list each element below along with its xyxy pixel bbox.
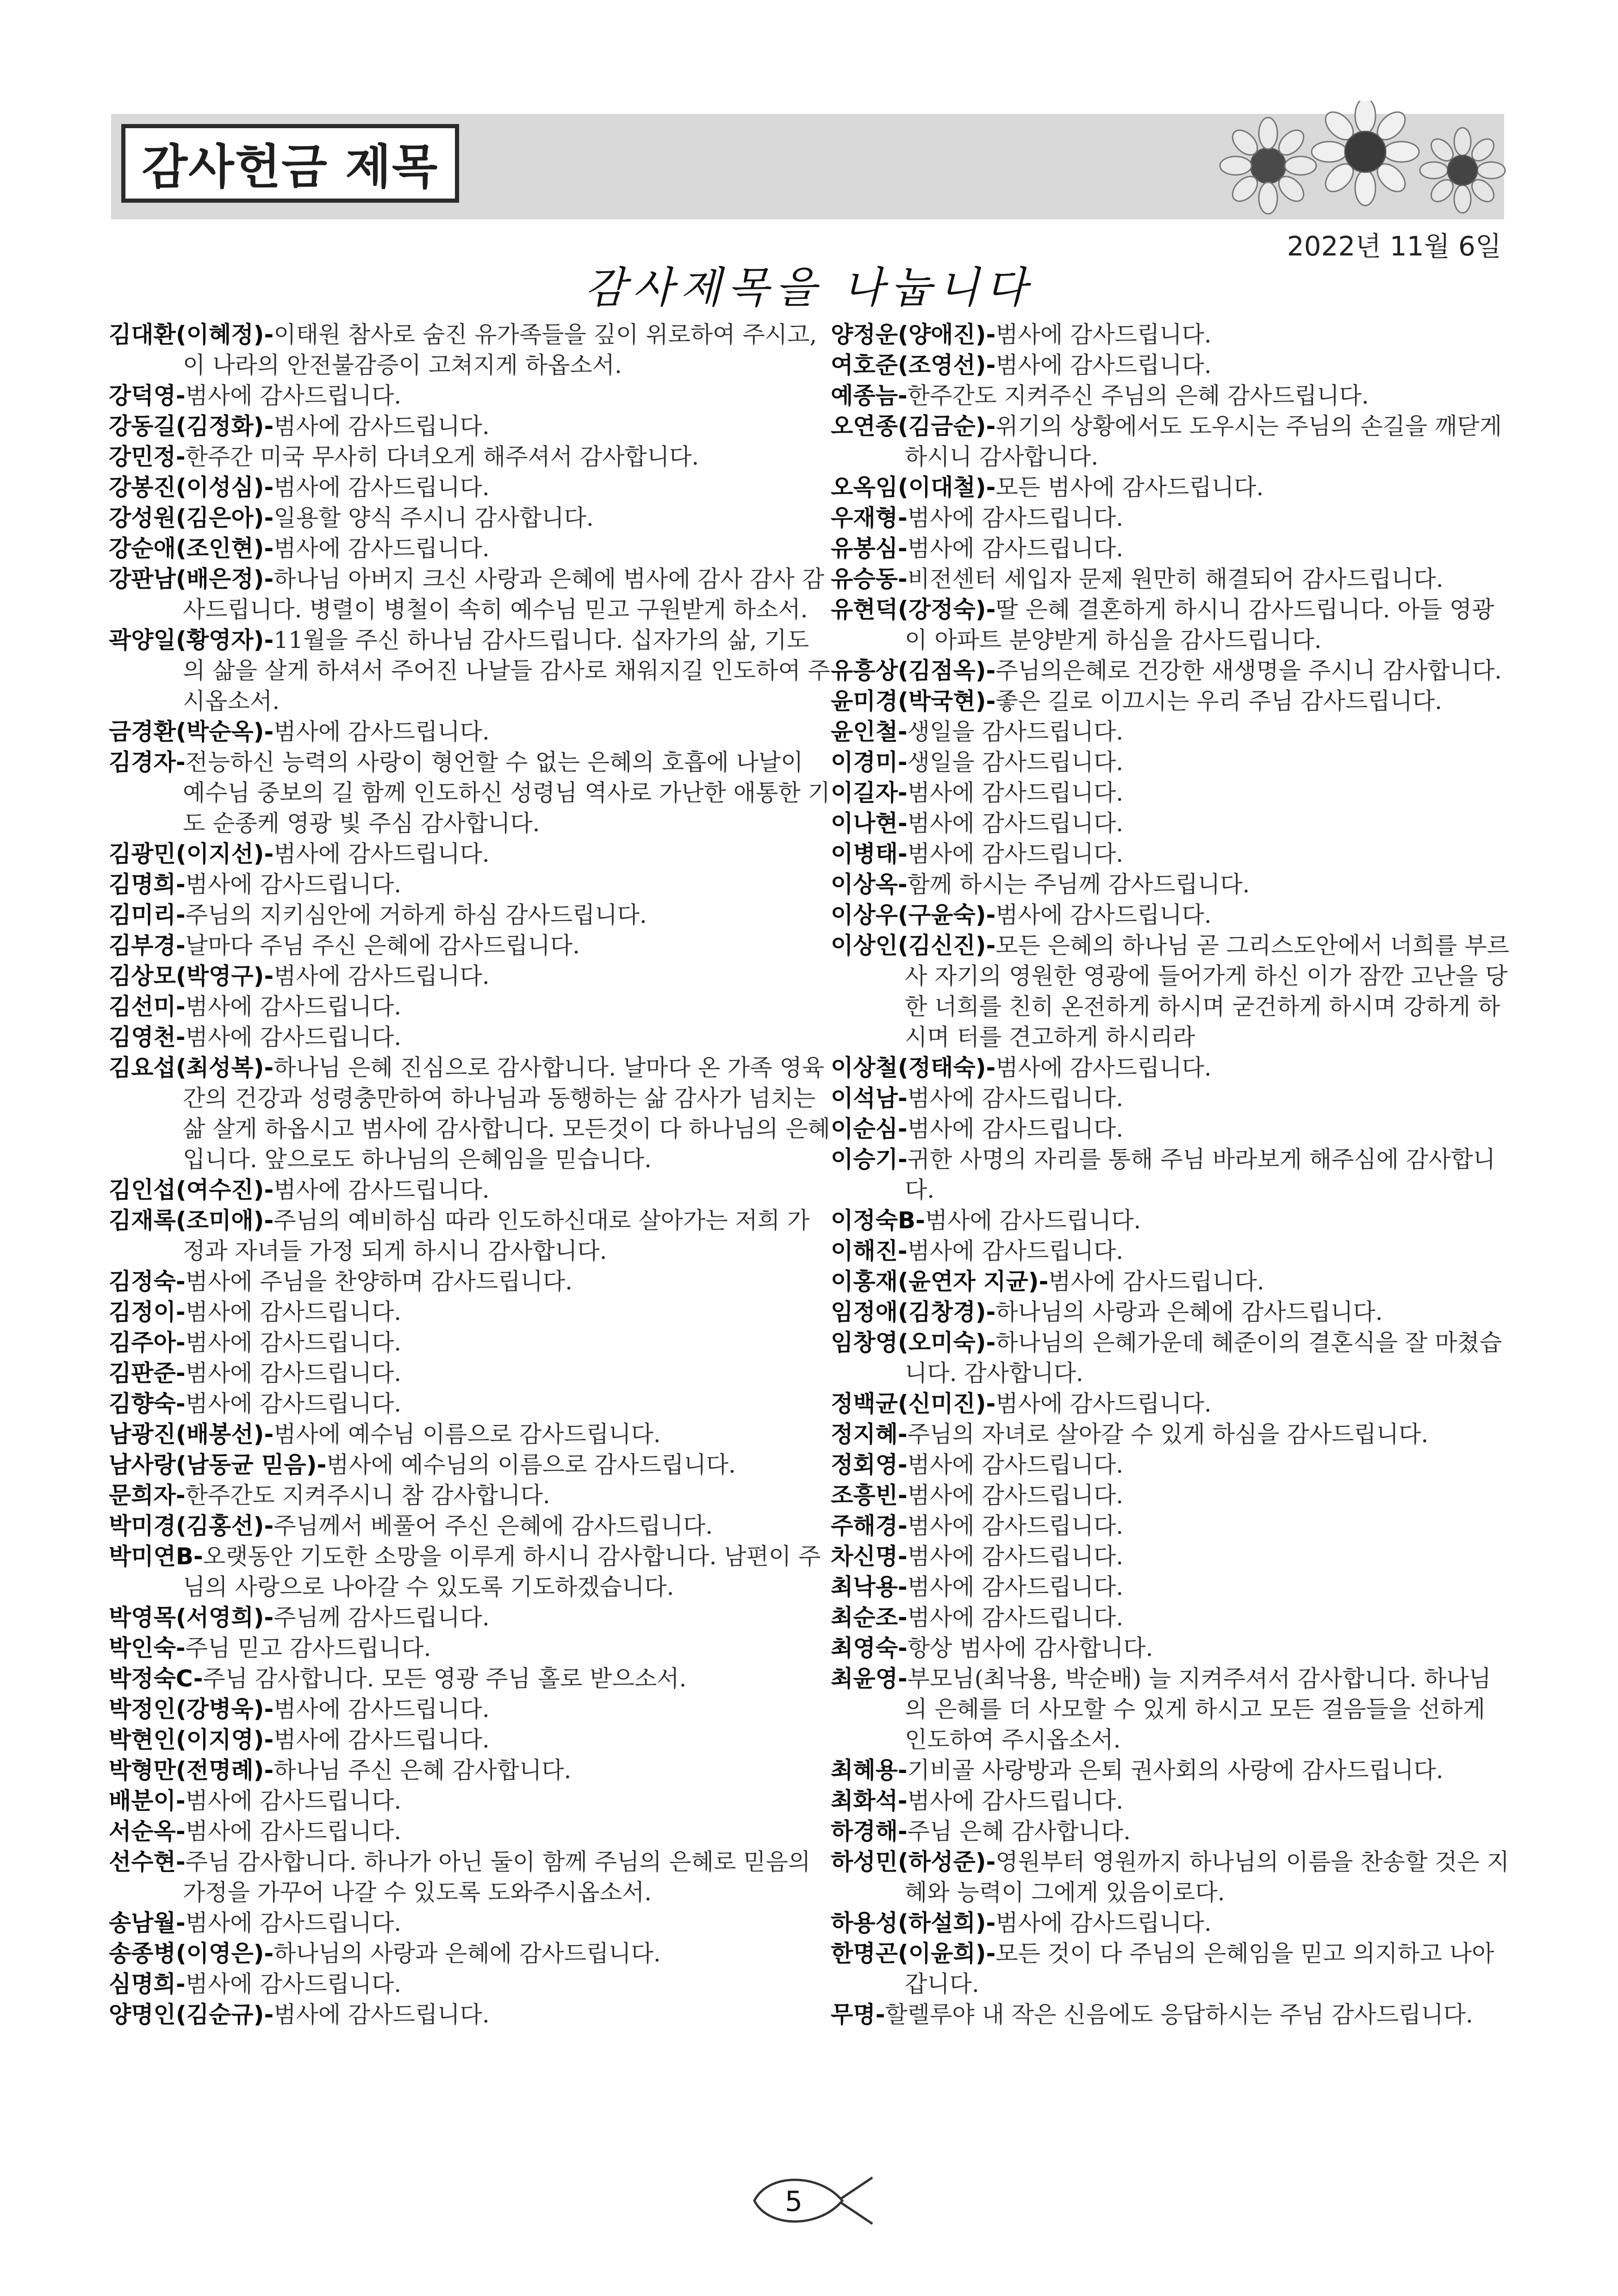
thanksgiving-text: 범사에 감사드립니다. <box>996 1054 1212 1081</box>
donor-name: 김판준- <box>109 1360 186 1387</box>
page-number: 5 <box>784 2185 803 2218</box>
donor-name: 차신명- <box>831 1543 908 1570</box>
sunflower-decoration <box>1213 101 1513 221</box>
list-item <box>109 1175 831 1205</box>
list-item <box>109 503 831 533</box>
donor-name: 이상옥- <box>831 871 908 898</box>
thanksgiving-text: 영원부터 영원까지 하나님의 이름을 찬송할 것은 지혜와 능력이 그에게 있음이로다. <box>905 1848 1509 1906</box>
donor-name: 이병태- <box>831 840 908 867</box>
donor-name: 임창영(오미숙)- <box>831 1329 996 1356</box>
list-item <box>831 503 1511 533</box>
list-item <box>109 1602 831 1633</box>
list-item <box>831 930 1511 1052</box>
thanksgiving-text: 주님 감사합니다. 하나가 아닌 둘이 함께 주님의 은혜로 믿음의 가정을 가꾸어 나갈 수 있도록 도와주시옵소서. <box>183 1848 811 1906</box>
donor-name: 최낙용- <box>831 1574 908 1600</box>
thanksgiving-text: 범사에 감사드립니다. <box>907 1085 1124 1112</box>
thanksgiving-text: 생일을 감사드립니다. <box>907 718 1124 745</box>
donor-name: 김광민(이지선)- <box>109 840 274 867</box>
list-item <box>831 1114 1511 1144</box>
thanksgiving-text: 생일을 감사드립니다. <box>907 749 1124 776</box>
list-item <box>109 472 831 503</box>
list-item <box>831 1755 1511 1786</box>
donor-name: 김정이- <box>109 1299 186 1325</box>
list-item <box>109 1969 831 1999</box>
donor-name: 이길자- <box>831 779 908 806</box>
donor-name: 박인숙- <box>109 1635 186 1661</box>
list-item <box>831 1663 1511 1755</box>
list-item <box>109 1266 831 1297</box>
list-item <box>109 1388 831 1419</box>
thanksgiving-text: 범사에 감사드립니다. <box>996 1390 1212 1417</box>
list-item <box>831 655 1511 686</box>
thanksgiving-text: 날마다 주님 주신 은혜에 감사드립니다. <box>185 932 580 959</box>
donor-name: 하경해- <box>831 1818 908 1845</box>
donor-name: 우재형- <box>831 504 908 531</box>
thanksgiving-text: 주님께서 베풀어 주신 은혜에 감사드립니다. <box>274 1512 713 1539</box>
donor-name: 예종늠- <box>831 382 908 409</box>
donor-name: 이해진- <box>831 1238 908 1264</box>
thanksgiving-text: 좋은 길로 이끄시는 우리 주님 감사드립니다. <box>996 688 1443 715</box>
list-item <box>831 533 1511 564</box>
list-item <box>831 1144 1511 1205</box>
list-item <box>109 1327 831 1358</box>
donor-name: 강동길(김정화)- <box>109 413 274 440</box>
thanksgiving-text: 주님의 지키심안에 거하게 하심 감사드립니다. <box>185 902 647 928</box>
thanksgiving-text: 범사에 감사드립니다. <box>907 810 1124 837</box>
list-item <box>109 900 831 930</box>
list-item <box>831 1480 1511 1511</box>
donor-name: 이홍재(윤연자 지균)- <box>831 1268 1049 1295</box>
donor-name: 김대환(이혜정)- <box>109 321 274 348</box>
list-item <box>109 1816 831 1847</box>
list-item <box>109 991 831 1022</box>
thanksgiving-text: 범사에 감사드립니다. <box>185 1329 402 1356</box>
list-item <box>109 1419 831 1450</box>
donor-name: 이상우(구윤숙)- <box>831 902 996 928</box>
donor-name: 강순애(조인현)- <box>109 535 274 562</box>
list-item <box>109 380 831 411</box>
donor-name: 박미연B- <box>109 1543 203 1570</box>
donor-name: 김향숙- <box>109 1390 186 1417</box>
donor-name: 이경미- <box>831 749 908 776</box>
list-item <box>109 1694 831 1724</box>
thanksgiving-text: 주님 감사합니다. 모든 영광 주님 홀로 받으소서. <box>203 1665 687 1692</box>
list-item <box>109 1663 831 1694</box>
list-item <box>831 1908 1511 1938</box>
thanksgiving-text: 범사에 감사드립니다. <box>185 1910 402 1936</box>
thanksgiving-text: 할렐루야 내 작은 신음에도 응답하시는 주님 감사드립니다. <box>885 2001 1473 2028</box>
thanksgiving-text: 일용할 양식 주시니 감사합니다. <box>274 504 594 531</box>
list-item <box>831 411 1511 472</box>
thanksgiving-text: 이태원 참사로 숨진 유가족들을 깊이 위로하여 주시고, 이 나라의 안전불감증이 고쳐지게 하옵소서. <box>183 321 817 379</box>
list-item <box>831 1266 1511 1297</box>
thanksgiving-text: 함께 하시는 주님께 감사드립니다. <box>907 871 1250 898</box>
thanksgiving-text: 범사에 감사드립니다. <box>185 1360 402 1387</box>
donor-name: 곽양일(황영자)- <box>109 627 274 653</box>
donor-name: 유현덕(강정숙)- <box>831 596 996 623</box>
donor-name: 정백균(신미진)- <box>831 1390 996 1417</box>
right-column <box>831 319 1511 2030</box>
list-item <box>109 1847 831 1908</box>
list-item <box>831 900 1511 930</box>
donor-name: 김미리- <box>109 902 186 928</box>
donor-name: 강성원(김은아)- <box>109 504 274 531</box>
list-item <box>109 411 831 442</box>
thanksgiving-text: 범사에 감사드립니다. <box>274 535 490 562</box>
list-item <box>831 1052 1511 1083</box>
thanksgiving-text: 범사에 감사드립니다. <box>274 474 490 501</box>
list-item <box>831 1602 1511 1633</box>
list-item <box>109 839 831 869</box>
page-title: 감사헌금 제목 <box>121 124 459 203</box>
thanksgiving-text: 범사에 감사드립니다. <box>907 1512 1124 1539</box>
donor-name: 오연종(김금순)- <box>831 413 996 440</box>
thanksgiving-text: 범사에 감사드립니다. <box>907 1787 1124 1814</box>
thanksgiving-text: 하나님의 사랑과 은혜에 감사드립니다. <box>996 1299 1383 1325</box>
donor-name: 서순옥- <box>109 1818 186 1845</box>
thanksgiving-text: 모든 것이 다 주님의 은혜임을 믿고 의지하고 나아갑니다. <box>905 1940 1494 1997</box>
donor-name: 김정숙- <box>109 1268 186 1295</box>
donor-name: 정지혜- <box>831 1421 908 1448</box>
list-item <box>831 1511 1511 1541</box>
list-item <box>831 808 1511 839</box>
thanksgiving-text: 한주간 미국 무사히 다녀오게 해주셔서 감사합니다. <box>185 443 699 470</box>
list-item <box>831 1205 1511 1236</box>
list-item <box>831 1786 1511 1816</box>
thanksgiving-text: 범사에 감사드립니다. <box>907 1482 1124 1509</box>
donor-name: 박현인(이지영)- <box>109 1726 274 1753</box>
donor-name: 유봉심- <box>831 535 908 562</box>
thanksgiving-text: 위기의 상황에서도 도우시는 주님의 손길을 깨닫게 하시니 감사합니다. <box>905 413 1502 470</box>
thanksgiving-text: 전능하신 능력의 사랑이 형언할 수 없는 은혜의 호흡에 나날이 예수님 중보의 길 함께 인도하신 성령님 역사로 가난한 애통한 기도 순종케 영광 빛 주심 감사합니다. <box>183 749 830 837</box>
thanksgiving-text: 범사에 감사드립니다. <box>185 993 402 1020</box>
list-item <box>109 1755 831 1786</box>
donor-name: 송종병(이영은)- <box>109 1940 274 1967</box>
donor-name: 양정운(양애진)- <box>831 321 996 348</box>
donor-name: 박정숙C- <box>109 1665 203 1692</box>
list-item <box>831 747 1511 778</box>
list-item <box>109 1908 831 1938</box>
donor-name: 김선미- <box>109 993 186 1020</box>
list-item <box>831 1236 1511 1266</box>
donor-name: 이석남- <box>831 1085 908 1112</box>
thanksgiving-text: 범사에 감사드립니다. <box>907 779 1124 806</box>
list-item <box>831 319 1511 350</box>
donor-name: 김명희- <box>109 871 186 898</box>
list-item <box>831 869 1511 900</box>
donor-name: 박미경(김홍선)- <box>109 1512 274 1539</box>
list-item <box>109 1938 831 1969</box>
list-item <box>109 1511 831 1541</box>
donor-name: 남광진(배봉선)- <box>109 1421 274 1448</box>
thanksgiving-text: 범사에 감사드립니다. <box>185 1787 402 1814</box>
donor-name: 하용성(하설희)- <box>831 1910 996 1936</box>
thanksgiving-text: 11월을 주신 하나님 감사드립니다. 십자가의 삶, 기도의 삶을 살게 하셔서 주어진 나날들 감사로 채워지길 인도하여 주시옵소서. <box>183 627 830 715</box>
donor-name: 하성민(하성준)- <box>831 1848 996 1875</box>
thanksgiving-text: 하나님의 은혜가운데 혜준이의 결혼식을 잘 마쳤습니다. 감사합니다. <box>905 1329 1502 1387</box>
list-item <box>831 1633 1511 1663</box>
list-item <box>831 686 1511 716</box>
donor-name: 윤인철- <box>831 718 908 745</box>
thanksgiving-text: 범사에 감사드립니다. <box>996 1910 1212 1936</box>
thanksgiving-text: 범사에 주님을 찬양하며 감사드립니다. <box>185 1268 573 1295</box>
list-item <box>831 716 1511 747</box>
list-item <box>831 839 1511 869</box>
list-item <box>109 930 831 961</box>
list-item <box>109 1297 831 1327</box>
list-item <box>831 778 1511 808</box>
list-item <box>109 869 831 900</box>
list-item <box>831 1083 1511 1114</box>
thanksgiving-text: 범사에 감사드립니다. <box>274 718 490 745</box>
donor-name: 이상인(김신진)- <box>831 932 996 959</box>
thanksgiving-text: 범사에 감사드립니다. <box>274 963 490 989</box>
thanksgiving-text: 오랫동안 기도한 소망을 이루게 하시니 감사합니다. 남편이 주님의 사랑으로 나아갈 수 있도록 기도하겠습니다. <box>183 1543 821 1600</box>
list-item <box>109 1480 831 1511</box>
donor-name: 선수현- <box>109 1848 186 1875</box>
list-item <box>109 1358 831 1388</box>
thanksgiving-text: 비전센터 세입자 문제 원만히 해결되어 감사드립니다. <box>907 566 1444 592</box>
thanksgiving-text: 항상 범사에 감사합니다. <box>907 1635 1153 1661</box>
thanksgiving-text: 부모님(최낙용, 박순배) 늘 지켜주셔서 감사합니다. 하나님의 은혜를 더 사모할 수 있게 하시고 모든 걸음들을 선하게 인도하여 주시옵소서. <box>905 1665 1491 1753</box>
thanksgiving-text: 범사에 감사드립니다. <box>274 1726 490 1753</box>
donor-name: 오옥임(이대철)- <box>831 474 996 501</box>
donor-name: 문희자- <box>109 1482 186 1509</box>
thanksgiving-text: 귀한 사명의 자리를 통해 주님 바라보게 해주심에 감사합니다. <box>905 1146 1496 1203</box>
list-item <box>109 747 831 839</box>
list-item <box>109 1999 831 2030</box>
list-item <box>831 350 1511 380</box>
donor-name: 이순심- <box>831 1115 908 1142</box>
donor-name: 한명곤(이윤희)- <box>831 1940 996 1967</box>
donor-name: 김경자- <box>109 749 186 776</box>
list-item <box>831 1572 1511 1602</box>
donor-name: 이나현- <box>831 810 908 837</box>
donor-name: 박정인(강병욱)- <box>109 1696 274 1723</box>
thanksgiving-text: 범사에 감사드립니다. <box>996 352 1212 379</box>
thanksgiving-text: 범사에 감사드립니다. <box>185 1390 402 1417</box>
donor-name: 최윤영- <box>831 1665 908 1692</box>
list-item <box>109 716 831 747</box>
list-item <box>831 1938 1511 1999</box>
list-item <box>831 564 1511 594</box>
donor-name: 김부경- <box>109 932 186 959</box>
list-item <box>831 594 1511 655</box>
list-item <box>109 961 831 991</box>
thanksgiving-text: 주님의 예비하심 따라 인도하신대로 살아가는 저희 가정과 자녀들 가정 되게 하시니 감사합니다. <box>183 1207 810 1264</box>
donor-name: 이승기- <box>831 1146 908 1173</box>
thanksgiving-text: 범사에 감사드립니다. <box>907 1115 1124 1142</box>
list-item <box>831 1816 1511 1847</box>
page-number-badge <box>750 2171 879 2231</box>
list-item <box>109 625 831 716</box>
list-item <box>109 1052 831 1175</box>
thanksgiving-text: 범사에 감사드립니다. <box>185 1299 402 1325</box>
list-item <box>109 1724 831 1755</box>
donor-name: 박형만(전명례)- <box>109 1757 274 1784</box>
donor-name: 이정숙B- <box>831 1207 925 1234</box>
thanksgiving-text: 모든 범사에 감사드립니다. <box>996 474 1264 501</box>
thanksgiving-text: 범사에 감사드립니다. <box>274 1176 490 1203</box>
thanksgiving-text: 범사에 감사드립니다. <box>274 2001 490 2028</box>
list-item <box>831 1419 1511 1450</box>
date: 2022년 11월 6일 <box>1287 230 1501 262</box>
thanksgiving-text: 범사에 감사드립니다. <box>907 535 1124 562</box>
donor-name: 심명희- <box>109 1971 186 1997</box>
left-column <box>109 319 831 2030</box>
list-item <box>109 564 831 625</box>
donor-name: 최화석- <box>831 1787 908 1814</box>
thanksgiving-text: 범사에 감사드립니다. <box>185 382 402 409</box>
donor-name: 김영천- <box>109 1024 186 1051</box>
donor-name: 김요섭(최성복)- <box>109 1054 274 1081</box>
donor-name: 유승동- <box>831 566 908 592</box>
thanksgiving-text: 주님 은혜 감사합니다. <box>907 1818 1131 1845</box>
list-item <box>831 1847 1511 1908</box>
list-item <box>109 1633 831 1663</box>
donor-name: 최순조- <box>831 1604 908 1631</box>
donor-name: 금경환(박순옥)- <box>109 718 274 745</box>
list-item <box>831 1327 1511 1388</box>
donor-name: 김재록(조미애)- <box>109 1207 274 1234</box>
thanksgiving-text: 기비골 사랑방과 은퇴 권사회의 사랑에 감사드립니다. <box>907 1757 1444 1784</box>
thanksgiving-text: 한주간도 지켜주시니 참 감사합니다. <box>185 1482 550 1509</box>
donor-name: 정회영- <box>831 1451 908 1478</box>
donor-name: 강봉진(이성심)- <box>109 474 274 501</box>
list-item <box>831 1541 1511 1572</box>
list-item <box>109 1786 831 1816</box>
thanksgiving-text: 범사에 감사드립니다. <box>274 840 490 867</box>
thanksgiving-text: 주님 믿고 감사드립니다. <box>185 1635 431 1661</box>
list-item <box>109 1541 831 1602</box>
list-item <box>109 442 831 472</box>
donor-name: 주해경- <box>831 1512 908 1539</box>
thanksgiving-text: 범사에 예수님의 이름으로 감사드립니다. <box>326 1451 736 1478</box>
donor-name: 무명- <box>831 2001 885 2028</box>
donor-name: 강민정- <box>109 443 186 470</box>
thanksgiving-text: 주님께 감사드립니다. <box>274 1604 490 1631</box>
thanksgiving-text: 범사에 감사드립니다. <box>907 840 1124 867</box>
donor-name: 남사랑(남동균 믿음)- <box>109 1451 327 1478</box>
donor-name: 김주아- <box>109 1329 186 1356</box>
thanksgiving-text: 범사에 감사드립니다. <box>907 1574 1124 1600</box>
thanksgiving-text: 범사에 감사드립니다. <box>185 1024 402 1051</box>
list-item <box>109 533 831 564</box>
thanksgiving-text: 범사에 감사드립니다. <box>907 1543 1124 1570</box>
donor-name: 양명인(김순규)- <box>109 2001 274 2028</box>
list-item <box>109 319 831 380</box>
donor-name: 임정애(김창경)- <box>831 1299 996 1325</box>
thanksgiving-text: 범사에 감사드립니다. <box>907 1451 1124 1478</box>
thanksgiving-text: 하나님 은혜 진심으로 감사합니다. 날마다 온 가족 영육간의 건강과 성령충만하여 하나님과 동행하는 삶 감사가 넘치는 삶 살게 하옵시고 범사에 감사합니다. 모든것이 다 하나님의 은혜입니다. 앞으로도 하나님의 은혜임을 믿습니다. <box>183 1054 830 1173</box>
thanksgiving-text: 범사에 감사드립니다. <box>185 1818 402 1845</box>
subtitle: 감사제목을 나눕니다 <box>585 263 1033 312</box>
donor-name: 김인섭(여수진)- <box>109 1176 274 1203</box>
thanksgiving-text: 딸 은혜 결혼하게 하시니 감사드립니다. 아들 영광이 아파트 분양받게 하심을 감사드립니다. <box>905 596 1494 653</box>
donor-name: 박영목(서영희)- <box>109 1604 274 1631</box>
donor-name: 김상모(박영구)- <box>109 963 274 989</box>
thanksgiving-text: 주님의 자녀로 살아갈 수 있게 하심을 감사드립니다. <box>907 1421 1429 1448</box>
thanksgiving-text: 범사에 감사드립니다. <box>996 902 1212 928</box>
thanksgiving-text: 주님의은혜로 건강한 새생명을 주시니 감사합니다. <box>996 657 1502 684</box>
donor-name: 최혜용- <box>831 1757 908 1784</box>
donor-name: 배분이- <box>109 1787 186 1814</box>
list-item <box>831 1388 1511 1419</box>
thanksgiving-text: 하나님 아버지 크신 사랑과 은혜에 범사에 감사 감사 감사드립니다. 병렬이 병철이 속히 예수님 믿고 구원받게 하소서. <box>183 566 825 623</box>
thanksgiving-text: 한주간도 지켜주신 주님의 은혜 감사드립니다. <box>907 382 1369 409</box>
list-item <box>831 1450 1511 1480</box>
thanksgiving-text: 범사에 감사드립니다. <box>907 1238 1124 1264</box>
list-item <box>831 380 1511 411</box>
thanksgiving-text: 범사에 감사드립니다. <box>185 871 402 898</box>
list-item <box>831 1297 1511 1327</box>
thanksgiving-text: 범사에 예수님 이름으로 감사드립니다. <box>274 1421 661 1448</box>
list-item <box>109 1022 831 1052</box>
thanksgiving-text: 범사에 감사드립니다. <box>996 321 1212 348</box>
thanksgiving-text: 범사에 감사드립니다. <box>274 1696 490 1723</box>
donor-name: 최영숙- <box>831 1635 908 1661</box>
donor-name: 이상철(정태숙)- <box>831 1054 996 1081</box>
donor-name: 송남월- <box>109 1910 186 1936</box>
thanksgiving-text: 하나님 주신 은혜 감사합니다. <box>274 1757 572 1784</box>
thanksgiving-text: 하나님의 사랑과 은혜에 감사드립니다. <box>274 1940 661 1967</box>
thanksgiving-text: 범사에 감사드립니다. <box>1048 1268 1264 1295</box>
donor-name: 여호준(조영선)- <box>831 352 996 379</box>
thanksgiving-text: 범사에 감사드립니다. <box>185 1971 402 1997</box>
thanksgiving-text: 범사에 감사드립니다. <box>925 1207 1141 1234</box>
donor-name: 강판남(배은정)- <box>109 566 274 592</box>
list-item <box>109 1450 831 1480</box>
donor-name: 윤미경(박국현)- <box>831 688 996 715</box>
list-item <box>109 1205 831 1266</box>
thanksgiving-text: 모든 은혜의 하나님 곧 그리스도안에서 너희를 부르사 자기의 영원한 영광에 들어가게 하신 이가 잠깐 고난을 당한 너희를 친히 온전하게 하시며 굳건하게 하시며 강하게 하시며 터를 견고하게 하시리라 <box>905 932 1509 1051</box>
thanksgiving-text: 범사에 감사드립니다. <box>274 413 490 440</box>
donor-name: 조흥빈- <box>831 1482 908 1509</box>
thanksgiving-text: 범사에 감사드립니다. <box>907 504 1124 531</box>
list-item <box>831 1999 1511 2030</box>
donor-name: 강덕영- <box>109 382 186 409</box>
thanksgiving-text: 범사에 감사드립니다. <box>907 1604 1124 1631</box>
donor-name: 유흥상(김점옥)- <box>831 657 996 684</box>
list-item <box>831 472 1511 503</box>
